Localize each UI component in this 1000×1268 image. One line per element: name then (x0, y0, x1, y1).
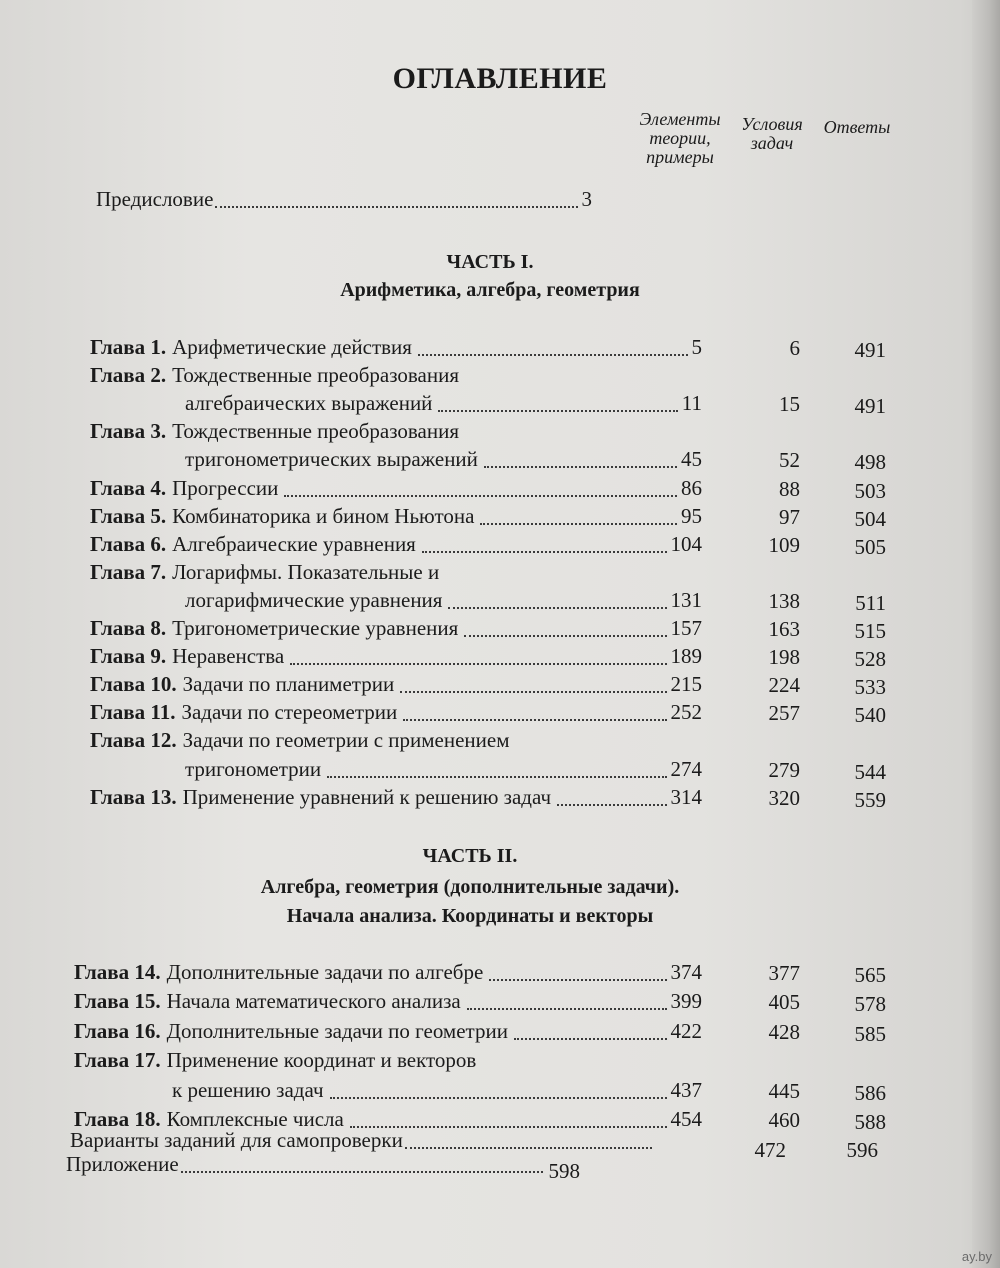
part1-chapter-theory-page: 95 (681, 503, 702, 528)
part1-chapter-title: Неравенства (172, 644, 285, 669)
part1-chapter-answers-page: 505 (854, 534, 886, 559)
part1-chapter-leader (327, 776, 666, 778)
part1-chapter-theory-page: 131 (670, 587, 702, 612)
part1-chapter-tasks-page: 163 (768, 617, 800, 641)
part2-chapter-label: Глава 17. (74, 1048, 161, 1073)
part1-chapter-title: Задачи по стереометрии (181, 700, 398, 725)
part1-chapter-answers-page: 491 (854, 338, 886, 362)
column-header-tasks-line1: Условия (741, 114, 803, 134)
part2-chapter-title: Применение координат и векторов (166, 1048, 477, 1073)
part1-chapter-tasks-page: 138 (768, 588, 800, 613)
part2-chapter-theory-page: 437 (670, 1077, 702, 1102)
part1-chapter-tasks-page: 320 (768, 785, 800, 810)
part1-chapter-label: Глава 1. (90, 335, 167, 359)
part1-chapter-title: Прогрессии (172, 475, 279, 500)
part1-chapter-label: Глава 13. (90, 784, 177, 809)
part1-chapter-tasks-page: 257 (768, 701, 800, 726)
part1-chapter-answers-page: 498 (854, 450, 886, 475)
part2-chapter-leader (514, 1038, 667, 1040)
part2-chapter-label: Глава 14. (74, 960, 161, 984)
column-header-answers: Ответы (823, 117, 891, 137)
part1-chapter-theory-page: 45 (681, 447, 702, 472)
part2-chapter-leader (489, 979, 666, 981)
part2-chapter-tasks-page: 428 (768, 1019, 800, 1044)
part1-chapter-answers-page: 544 (854, 759, 886, 784)
part1-chapter-theory-page: 274 (670, 756, 702, 781)
part2-subtitle-line1: Алгебра, геометрия (дополнительные задачи). (260, 876, 680, 898)
part1-chapter-theory-page: 104 (670, 531, 702, 556)
part1-chapter-answers-page: 491 (854, 394, 886, 419)
variants-leader (405, 1147, 652, 1149)
part2-subtitle-line2: Начала анализа. Координаты и векторы (286, 905, 654, 927)
part1-chapter-tasks-page: 6 (789, 336, 800, 360)
part1-chapter-answers-page: 515 (854, 619, 886, 643)
part2-heading: ЧАСТЬ II. (422, 845, 518, 867)
part2-chapter-title: Начала математического анализа (166, 989, 461, 1014)
part1-chapter-title: Тождественные преобразования (172, 419, 459, 444)
part1-chapter-answers-page: 511 (855, 590, 886, 615)
column-header-tasks-line2: задач (750, 133, 794, 153)
part1-chapter-answers-page: 559 (854, 787, 886, 812)
part2-chapter-label: Глава 15. (74, 989, 161, 1014)
part1-chapter-tasks-page: 97 (779, 504, 800, 529)
part2-chapter-answers-page: 588 (854, 1110, 886, 1134)
part1-chapter-label: Глава 4. (90, 475, 167, 500)
part1-heading: ЧАСТЬ I. (446, 251, 534, 273)
part2-chapter-title: Комплексные числа (166, 1107, 344, 1131)
appendix-page: 598 (548, 1159, 580, 1183)
column-header-tasks (732, 115, 812, 153)
part1-subtitle: Арифметика, алгебра, геометрия (340, 279, 640, 301)
part1-chapter-answers-page: 503 (854, 478, 886, 503)
part1-chapter-theory-page: 5 (691, 335, 702, 359)
appendix-leader (181, 1171, 543, 1173)
part1-chapter-title: Логарифмы. Показательные и (172, 559, 440, 584)
part2-chapter-tasks-page: 460 (768, 1108, 800, 1132)
part1-chapter-leader (403, 719, 666, 721)
part1-chapter-title: Алгебраические уравнения (172, 531, 416, 556)
part2-chapter-answers-page: 585 (854, 1021, 886, 1046)
part2-chapter-theory-page: 399 (670, 989, 702, 1014)
part2-chapter-leader (330, 1097, 667, 1099)
part1-chapter-title: тригонометрических выражений (185, 447, 478, 472)
part1-chapter-theory-page: 189 (670, 644, 702, 669)
part2-chapter-title: к решению задач (172, 1077, 324, 1102)
part1-chapter-title: Комбинаторика и бином Ньютона (172, 503, 475, 528)
part1-chapter-title: Тождественные преобразования (172, 363, 459, 388)
appendix-label: Приложение (66, 1152, 179, 1176)
part1-chapter-label: Глава 7. (90, 559, 167, 584)
part1-chapter-label: Глава 9. (90, 644, 167, 669)
preface-page: 3 (581, 187, 592, 211)
part1-chapter-theory-page: 314 (670, 784, 702, 809)
part1-chapter-answers-page: 540 (854, 703, 886, 728)
part1-chapter-answers-page: 528 (854, 647, 886, 672)
watermark: ay.by (961, 1249, 992, 1264)
part2-chapter-tasks-page: 405 (768, 990, 800, 1015)
column-header-theory (625, 110, 735, 167)
part1-chapter-leader (448, 607, 666, 609)
part1-chapter-leader (284, 495, 677, 497)
part1-chapter-leader (438, 410, 677, 412)
part1-chapter-answers-page: 504 (854, 506, 886, 531)
part2-chapter-theory-page: 454 (670, 1107, 702, 1131)
part1-chapter-leader (290, 663, 666, 665)
part1-chapter-tasks-page: 109 (768, 532, 800, 557)
part1-chapter-leader (557, 804, 666, 806)
part2-chapter-answers-page: 578 (854, 992, 886, 1017)
column-header-theory-line1: Элементы (639, 109, 721, 129)
toc-title: ОГЛАВЛЕНИЕ (392, 62, 608, 95)
part1-chapter-tasks-page: 88 (779, 476, 800, 501)
part2-chapter-label: Глава 18. (74, 1107, 161, 1131)
part1-chapter-label: Глава 6. (90, 531, 167, 556)
part1-chapter-answers-page: 533 (854, 675, 886, 700)
preface-leader (215, 206, 577, 208)
part1-chapter-title: Задачи по планиметрии (182, 672, 395, 697)
part2-chapter-answers-page: 565 (854, 963, 886, 987)
part1-chapter-theory-page: 11 (681, 391, 702, 416)
part2-chapter-tasks-page: 377 (768, 961, 800, 985)
part1-chapter-tasks-page: 198 (768, 645, 800, 670)
part1-chapter-label: Глава 10. (90, 672, 177, 697)
part2-chapter-title: Дополнительные задачи по геометрии (166, 1018, 508, 1043)
part1-chapter-title: алгебраических выражений (185, 391, 433, 416)
variants-tasks-page: 472 (754, 1138, 786, 1162)
part1-chapter-leader (464, 635, 666, 637)
part1-chapter-title: тригонометрии (185, 756, 322, 781)
part1-chapter-leader (480, 523, 677, 525)
part1-chapter-tasks-page: 15 (779, 392, 800, 417)
part1-chapter-tasks-page: 279 (768, 757, 800, 782)
part1-chapter-theory-page: 215 (670, 672, 702, 697)
part2-chapter-theory-page: 422 (670, 1018, 702, 1043)
part1-chapter-title: Применение уравнений к решению задач (182, 784, 552, 809)
part2-chapter-theory-page: 374 (670, 960, 702, 984)
part1-chapter-leader (400, 691, 666, 693)
book-spine-shadow (972, 0, 1000, 1268)
variants-answers-page: 596 (846, 1138, 878, 1162)
part1-chapter-tasks-page: 224 (768, 673, 800, 698)
part2-chapter-leader (467, 1008, 667, 1010)
part1-chapter-theory-page: 86 (681, 475, 702, 500)
variants-label: Варианты заданий для самопроверки (70, 1128, 403, 1152)
part2-chapter-label: Глава 16. (74, 1018, 161, 1043)
part2-chapter-tasks-page: 445 (768, 1078, 800, 1103)
part1-chapter-tasks-page: 52 (779, 448, 800, 473)
part1-chapter-label: Глава 5. (90, 503, 167, 528)
part1-chapter-leader (422, 551, 667, 553)
part1-chapter-title: Тригонометрические уравнения (172, 616, 459, 640)
part1-chapter-title: логарифмические уравнения (185, 587, 443, 612)
column-header-theory-line3: примеры (646, 147, 714, 167)
part1-chapter-title: Задачи по геометрии с применением (182, 728, 510, 753)
part1-chapter-label: Глава 2. (90, 363, 167, 388)
part2-chapter-title: Дополнительные задачи по алгебре (166, 960, 484, 984)
part1-chapter-theory-page: 157 (670, 616, 702, 640)
part1-chapter-theory-page: 252 (670, 700, 702, 725)
part1-chapter-label: Глава 11. (90, 700, 176, 725)
part1-chapter-leader (484, 466, 677, 468)
preface-label: Предисловие (96, 187, 214, 211)
column-header-theory-line2: теории, (649, 128, 711, 148)
part1-chapter-leader (418, 354, 688, 356)
part1-chapter-label: Глава 3. (90, 419, 167, 444)
part2-chapter-answers-page: 586 (854, 1080, 886, 1105)
part1-chapter-label: Глава 8. (90, 616, 167, 640)
part1-chapter-label: Глава 12. (90, 728, 177, 753)
part1-chapter-title: Арифметические действия (172, 335, 412, 359)
